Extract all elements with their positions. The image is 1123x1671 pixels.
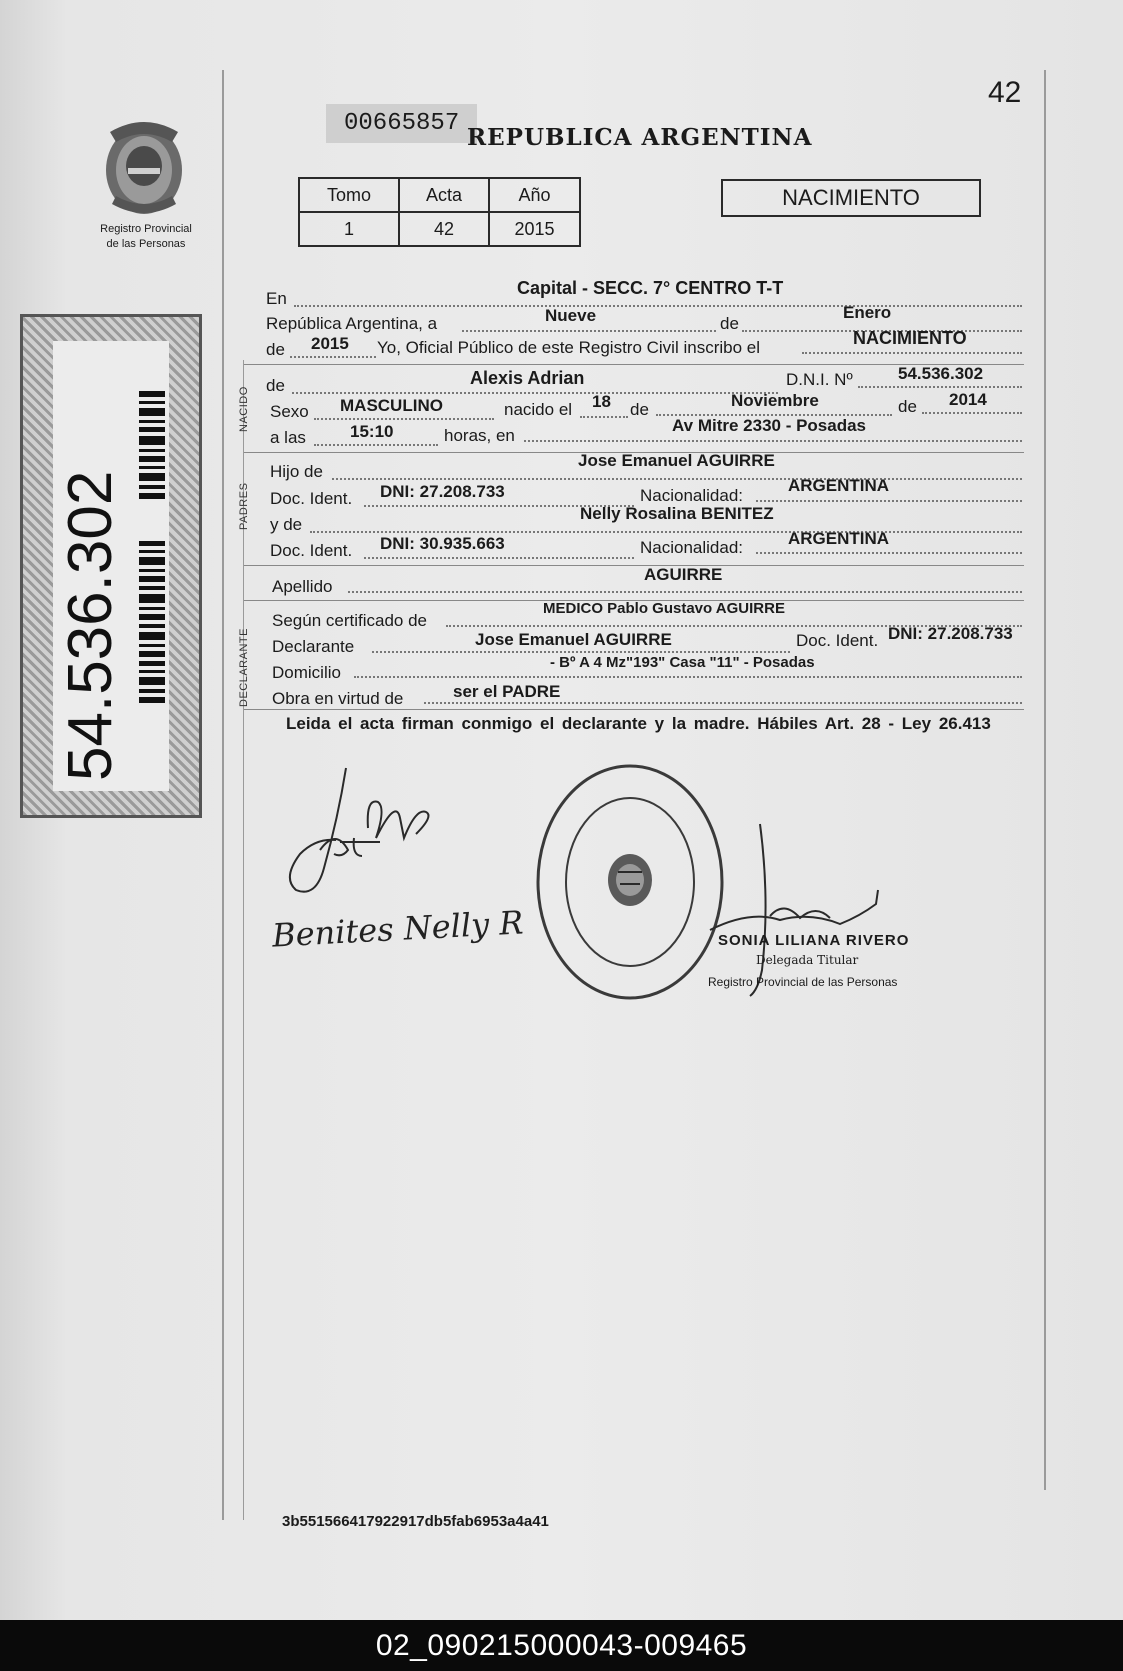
dots [802,352,1022,354]
dots [364,557,634,559]
page-number: 42 [988,76,1022,109]
padres-side-label: PADRES [238,482,250,530]
sexo-label: Sexo [270,402,309,421]
child-name: Alexis Adrian [470,368,585,388]
value-acta: 42 [399,212,489,246]
dots [314,418,494,420]
mother-name: Nelly Rosalina BENITEZ [580,504,774,523]
declarante-doc: DNI: 27.208.733 [888,624,1013,643]
dots [858,386,1022,388]
mother-handwritten-signature: Benites Nelly R [271,903,525,955]
father-name: Jose Emanuel AGUIRRE [578,451,775,470]
father-doc-label: Doc. Ident. [270,489,353,508]
birth-year: 2014 [949,390,987,409]
de-label-3: de [898,397,917,416]
header-acta: Acta [399,178,489,212]
dots [524,440,1022,442]
header-ano: Año [489,178,580,212]
document-hash: 3b551566417922917db5fab6953a4a41 [282,1513,549,1530]
dots [580,416,628,418]
father-nationality: ARGENTINA [788,476,890,495]
month-value: Enero [843,303,892,322]
dots [310,531,1022,533]
birth-time: 15:10 [350,422,394,441]
day-value: Nueve [545,306,597,325]
dots [294,305,1022,307]
value-ano: 2015 [489,212,580,246]
dots [756,500,1022,502]
left-margin-line [222,70,224,1520]
emblem-caption-2: de las Personas [106,238,186,250]
mother-doc: DNI: 30.935.663 [380,534,505,553]
register-table-header [299,178,580,212]
officer-signature [700,820,900,1000]
reason-value: ser el PADRE [453,682,561,701]
footer-id-strip: 02_090215000043-009465 [0,1620,1123,1671]
side-id-number: 54.536.302 [56,470,125,781]
declarante-name: Jose Emanuel AGUIRRE [475,630,672,649]
de-label-2: de [630,400,649,419]
de-label: de [720,314,739,333]
officer-title: Delegada Titular [756,953,859,967]
mother-nat-label: Nacionalidad: [640,538,744,557]
emblem-caption-1: Registro Provincial [100,223,192,235]
apellido-value: AGUIRRE [644,565,723,584]
father-doc: DNI: 27.208.733 [380,482,505,501]
a-las-label: a las [270,428,306,447]
hijo-label: Hijo de [270,462,323,481]
dots [292,392,778,394]
domicilio-label: Domicilio [272,663,341,682]
solid [244,709,1024,710]
declarante-signature [276,758,456,908]
republica-label: República Argentina, a [266,314,438,333]
place-value: Capital - SECC. 7° CENTRO T-T [517,278,784,298]
right-margin-line [1044,70,1046,1490]
provincial-emblem [92,112,196,222]
dots [756,552,1022,554]
id-barcode-sticker [20,314,202,818]
dni-label: D.N.I. Nº [786,370,853,389]
officer-office: Registro Provincial de las Personas [708,975,898,989]
solid [244,565,1024,566]
obra-label: Obra en virtud de [272,689,404,708]
serial-number: 00665857 [326,104,477,143]
en-label: En [266,289,287,308]
officer-name: SONIA LILIANA RIVERO [718,932,910,949]
sex-value: MASCULINO [340,396,443,415]
year-value: 2015 [311,334,349,353]
dots [332,478,1022,480]
document-type-box: NACIMIENTO [721,179,981,217]
child-dni: 54.536.302 [898,364,984,383]
de2-label: de [266,340,285,359]
register-table [298,177,581,247]
country-title: REPUBLICA ARGENTINA [467,124,813,151]
dots [348,591,1022,593]
birth-day: 18 [592,392,611,411]
dots [354,676,1022,678]
closing-text: Leida el acta firman conmigo el declarante y la madre. Hábiles Art. 28 - Ley 26.413 [286,714,991,733]
birth-place: Av Mitre 2330 - Posadas [672,416,867,435]
mother-doc-label: Doc. Ident. [270,541,353,560]
apellido-label: Apellido [272,577,333,596]
left-margin-line-2 [243,360,244,1520]
birth-month: Noviembre [731,391,819,410]
coat-of-arms-icon [92,112,196,222]
declarante-label: Declarante [272,637,355,656]
event-value: NACIMIENTO [853,328,967,348]
yo-text: Yo, Oficial Público de este Registro Civil inscribo el [377,338,760,357]
nacido-de-label: de [266,376,285,395]
address-value: - Bº A 4 Mz"193" Casa "11" - Posadas [550,654,815,671]
barcode-panel [53,341,169,791]
nacido-el-label: nacido el [504,400,573,419]
dots [424,702,1022,704]
value-tomo: 1 [299,212,399,246]
nacido-side-label: NACIDO [238,386,250,432]
dots [922,412,1022,414]
register-table-values [299,212,580,246]
yde-label: y de [270,515,303,534]
segun-label: Según certificado de [272,611,427,630]
declarante-doc-label: Doc. Ident. [796,631,879,650]
mother-nationality: ARGENTINA [788,529,890,548]
father-nat-label: Nacionalidad: [640,486,744,505]
header-tomo: Tomo [299,178,399,212]
dots [372,651,790,653]
dots [462,330,716,332]
dots [290,356,376,358]
certificate-value: MEDICO Pablo Gustavo AGUIRRE [543,600,785,617]
declarante-side-label: DECLARANTE [238,628,250,707]
dots [314,444,438,446]
horas-label: horas, en [444,426,515,445]
